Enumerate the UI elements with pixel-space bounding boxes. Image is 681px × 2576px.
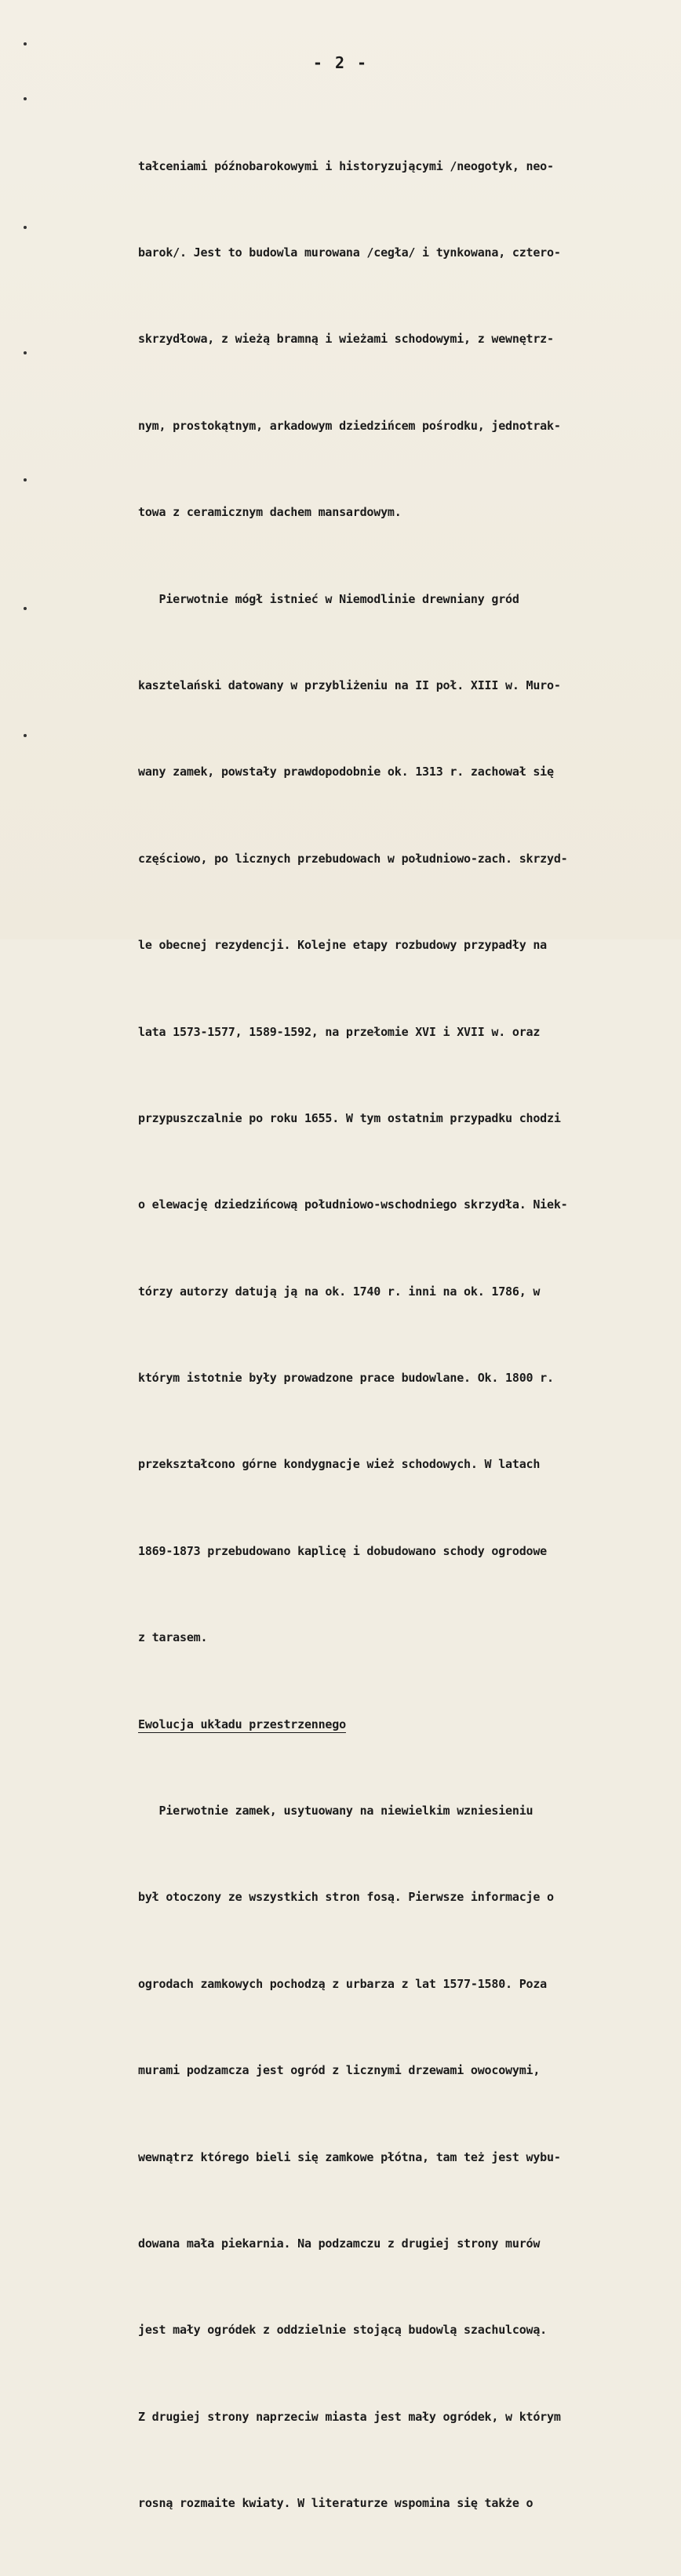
text-line: towa z ceramicznym dachem mansardowym. — [138, 505, 402, 520]
text-line: przekształcono górne kondygnacje wież schodowych. W latach — [138, 1457, 541, 1472]
margin-dot — [24, 226, 27, 229]
text-line: barok/. Jest to budowla murowana /cegła/ i tynkowana, cztero- — [138, 245, 561, 260]
text-line: o elewację dziedzińcową południowo-wschodniego skrzydła. Niek- — [138, 1197, 568, 1212]
text-line: wany zamek, powstały prawdopodobnie ok. 1313 r. zachował się — [138, 765, 554, 779]
margin-dot — [24, 734, 27, 737]
body-text — [138, 94, 632, 2576]
text-line: le obecnej rezydencji. Kolejne etapy rozbudowy przypadły na — [138, 938, 548, 953]
text-line: 1869-1873 przebudowano kaplicę i dobudowano schody ogrodowe — [138, 1543, 548, 1558]
section-heading: Ewolucja układu przestrzennego — [138, 1717, 346, 1731]
text-line: jest mały ogródek z oddzielnie stojącą budowlą szachulcową. — [138, 2323, 548, 2338]
margin-dot — [24, 42, 27, 45]
margin-dot — [24, 351, 27, 354]
text-line: tórzy autorzy datują ją na ok. 1740 r. inni na ok. 1786, w — [138, 1284, 541, 1299]
text-line: częściowo, po licznych przebudowach w południowo-zach. skrzyd- — [138, 851, 568, 866]
margin-dot — [24, 607, 27, 610]
text-line: Pierwotnie mógł istnieć w Niemodlinie drewniany gród — [138, 591, 519, 606]
text-line: którym istotnie były prowadzone prace budowlane. Ok. 1800 r. — [138, 1371, 554, 1386]
text-line: wewnątrz którego bieli się zamkowe płótna, tam też jest wybu- — [138, 2149, 561, 2164]
text-line: przypuszczalnie po roku 1655. W tym ostatnim przypadku chodzi — [138, 1110, 561, 1125]
page-number: - 2 - — [312, 53, 369, 72]
text-line: murami podzamcza jest ogród z licznymi drzewami owocowymi, — [138, 2063, 541, 2078]
text-line: ogrodach zamkowych pochodzą z urbarza z lat 1577-1580. Poza — [138, 1976, 548, 1991]
text-line: nym, prostokątnym, arkadowym dziedzińcem pośrodku, jednotrak- — [138, 418, 561, 433]
margin-dot — [24, 478, 27, 481]
margin-dot — [24, 97, 27, 100]
text-line: Pierwotnie zamek, usytuowany na niewielkim wzniesieniu — [138, 1804, 534, 1818]
text-line: dowana mała piekarnia. Na podzamczu z drugiej strony murów — [138, 2236, 541, 2251]
text-line: skrzydłowa, z wieżą bramną i wieżami schodowymi, z wewnętrz- — [138, 332, 554, 347]
text-line: z tarasem. — [138, 1630, 208, 1645]
text-line: Z drugiej strony naprzeciw miasta jest mały ogródek, w którym — [138, 2409, 561, 2424]
text-line: kasztelański datowany w przybliżeniu na II poł. XIII w. Muro- — [138, 678, 561, 692]
text-line: rosną rozmaite kwiaty. W literaturze wspomina się także o — [138, 2496, 534, 2511]
text-line: lata 1573-1577, 1589-1592, na przełomie XVI i XVII w. oraz — [138, 1024, 541, 1039]
text-line: był otoczony ze wszystkich stron fosą. Pierwsze informacje o — [138, 1890, 554, 1905]
text-line: tałceniami późnobarokowymi i historyzującymi /neogotyk, neo- — [138, 158, 554, 173]
